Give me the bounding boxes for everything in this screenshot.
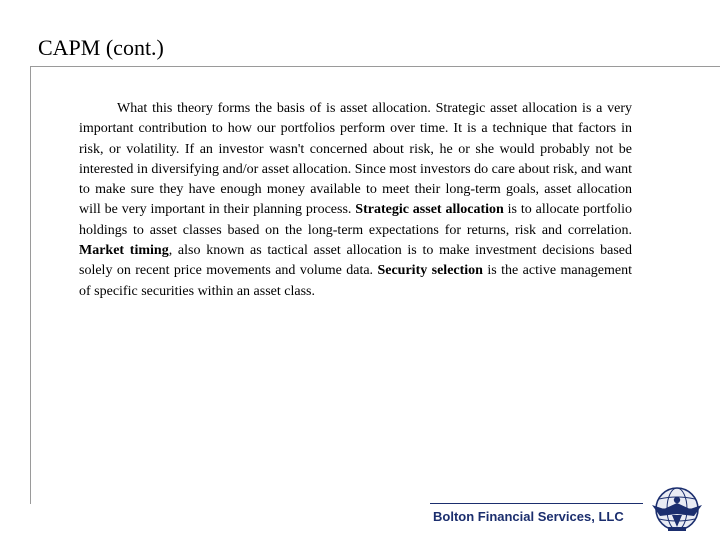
footer-divider <box>430 503 643 504</box>
body-paragraph <box>79 99 632 302</box>
company-name: Bolton Financial Services, LLC <box>433 509 624 524</box>
left-border-line <box>30 66 31 504</box>
body-text-segment: , also known as tactical asset allocation is to make investment decisions based solely on recent price movements and volume data. <box>79 243 632 279</box>
body-text-segment: is the active management of specific securities within an asset class. <box>79 263 632 299</box>
body-text-segment: is to allocate portfolio holdings to asset classes based on the long-term expectations for returns, risk and correlation. <box>79 202 633 238</box>
term-market-timing: Market timing <box>79 243 169 259</box>
globe-eagle-logo-icon <box>650 483 704 535</box>
body-text-segment: What this theory forms the basis of is asset allocation. Strategic asset allocation is a very important contribution to how our portfolios perform over time. It is a technique that factors in risk, or volatility. If an investor wasn't concerned about risk, he or she would probably not be interested in diversifying and/or asset allocation. Since most investors do care about risk, and want to make sure they have enough money available to meet their long-term goals, asset allocation will be very important in their planning process. <box>79 101 632 218</box>
term-strategic-asset-allocation: Strategic asset allocation <box>355 202 504 218</box>
slide-title: CAPM (cont.) <box>38 35 164 60</box>
title-divider <box>30 66 720 67</box>
term-security-selection: Security selection <box>377 263 483 279</box>
